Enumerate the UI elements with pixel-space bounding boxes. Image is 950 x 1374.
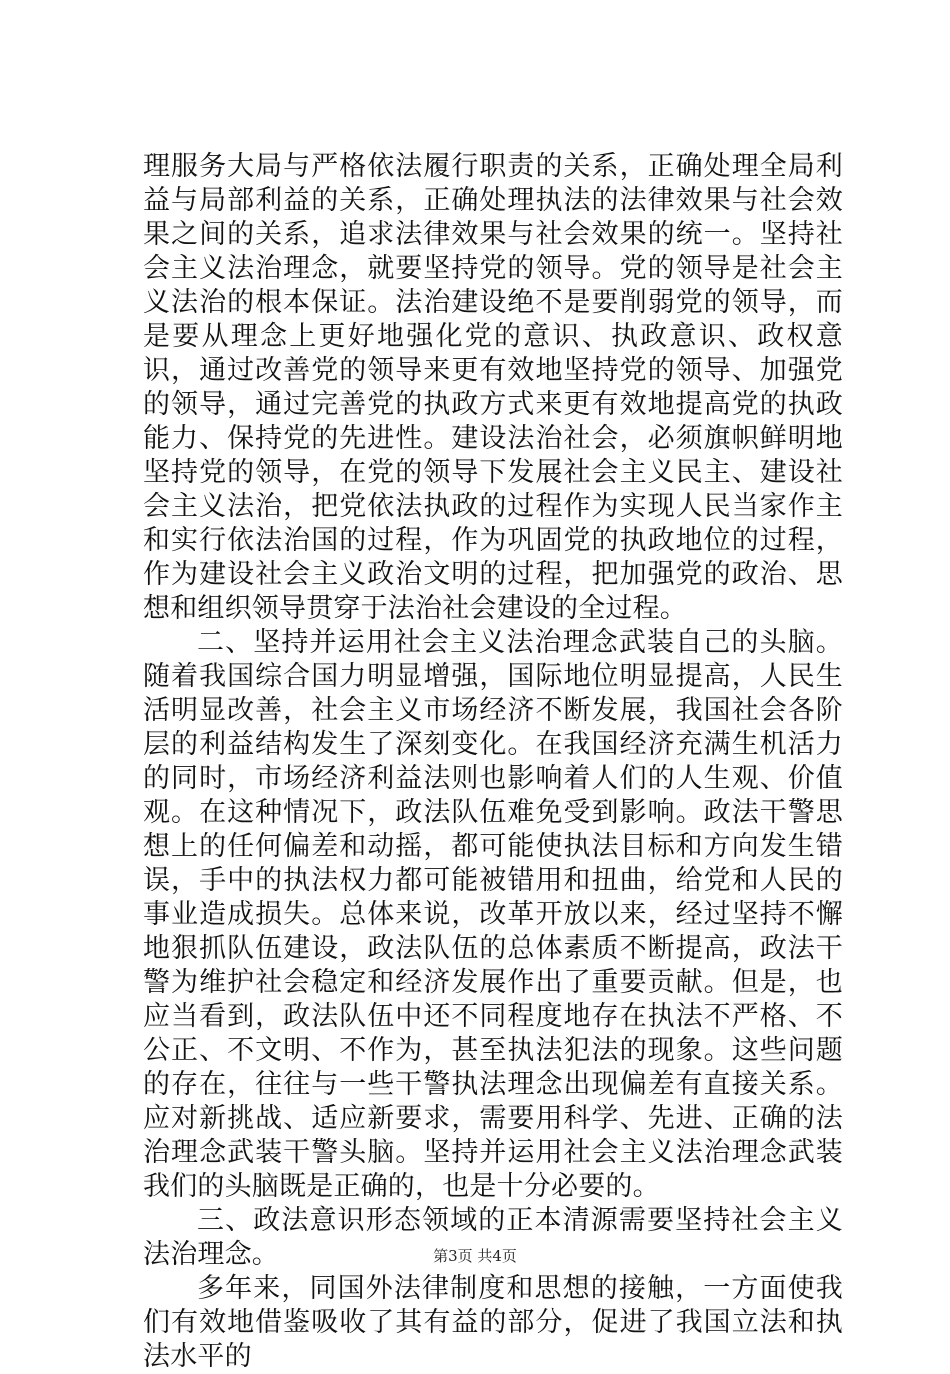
paragraph-continuation: 理服务大局与严格依法履行职责的关系，正确处理全局利益与局部利益的关系，正确处理执法的法律效果与社会效果之间的关系，追求法律效果与社会效果的统一。坚持社会主义法治理念，就要坚持党的领导。党的领导是社会主义法治的根本保证。法治建设绝不是要削弱党的领导，而是要从理念上更好地强化党的意识、执政意识、政权意识，通过改善党的领导来更有效地坚持党的领导、加强党的领导，通过完善党的执政方式来更有效地提高党的执政能力、保持党的先进性。建设法治社会，必须旗帜鲜明地坚持党的领导，在党的领导下发展社会主义民主、建设社会主义法治，把党依法执政的过程作为实现人民当家作主和实行依法治国的过程，作为巩固党的执政地位的过程，作为建设社会主义政治文明的过程，把加强党的政治、思想和组织领导贯穿于法治社会建设的全过程。 [143, 151, 843, 624]
paragraph-section-three-heading: 三、政法意识形态领域的正本清源需要坚持社会主义法治理念。 [143, 1205, 843, 1270]
page-number-footer: 第3页 共4页 [433, 1247, 517, 1265]
document-body [143, 150, 843, 1374]
paragraph-section-two: 二、坚持并运用社会主义法治理念武装自己的头脑。随着我国综合国力明显增强，国际地位明显提高，人民生活明显改善，社会主义市场经济不断发展，我国社会各阶层的利益结构发生了深刻变化。在我国经济充满生机活力的同时，市场经济利益法则也影响着人们的人生观、价值观。在这种情况下，政法队伍难免受到影响。政法干警思想上的任何偏差和动摇，都可能使执法目标和方向发生错误，手中的执法权力都可能被错用和扭曲，给党和人民的事业造成损失。总体来说，改革开放以来，经过坚持不懈地狠抓队伍建设，政法队伍的总体素质不断提高，政法干警为维护社会稳定和经济发展作出了重要贡献。但是，也应当看到，政法队伍中还不同程度地存在执法不严格、不公正、不文明、不作为，甚至执法犯法的现象。这些问题的存在，往往与一些干警执法理念出现偏差有直接关系。应对新挑战、适应新要求，需要用科学、先进、正确的法治理念武装干警头脑。坚持并运用社会主义法治理念武装我们的头脑既是正确的，也是十分必要的。 [143, 627, 843, 1202]
paragraph-section-three-body: 多年来，同国外法律制度和思想的接触，一方面使我们有效地借鉴吸收了其有益的部分，促进了我国立法和执法水平的 [143, 1273, 843, 1372]
